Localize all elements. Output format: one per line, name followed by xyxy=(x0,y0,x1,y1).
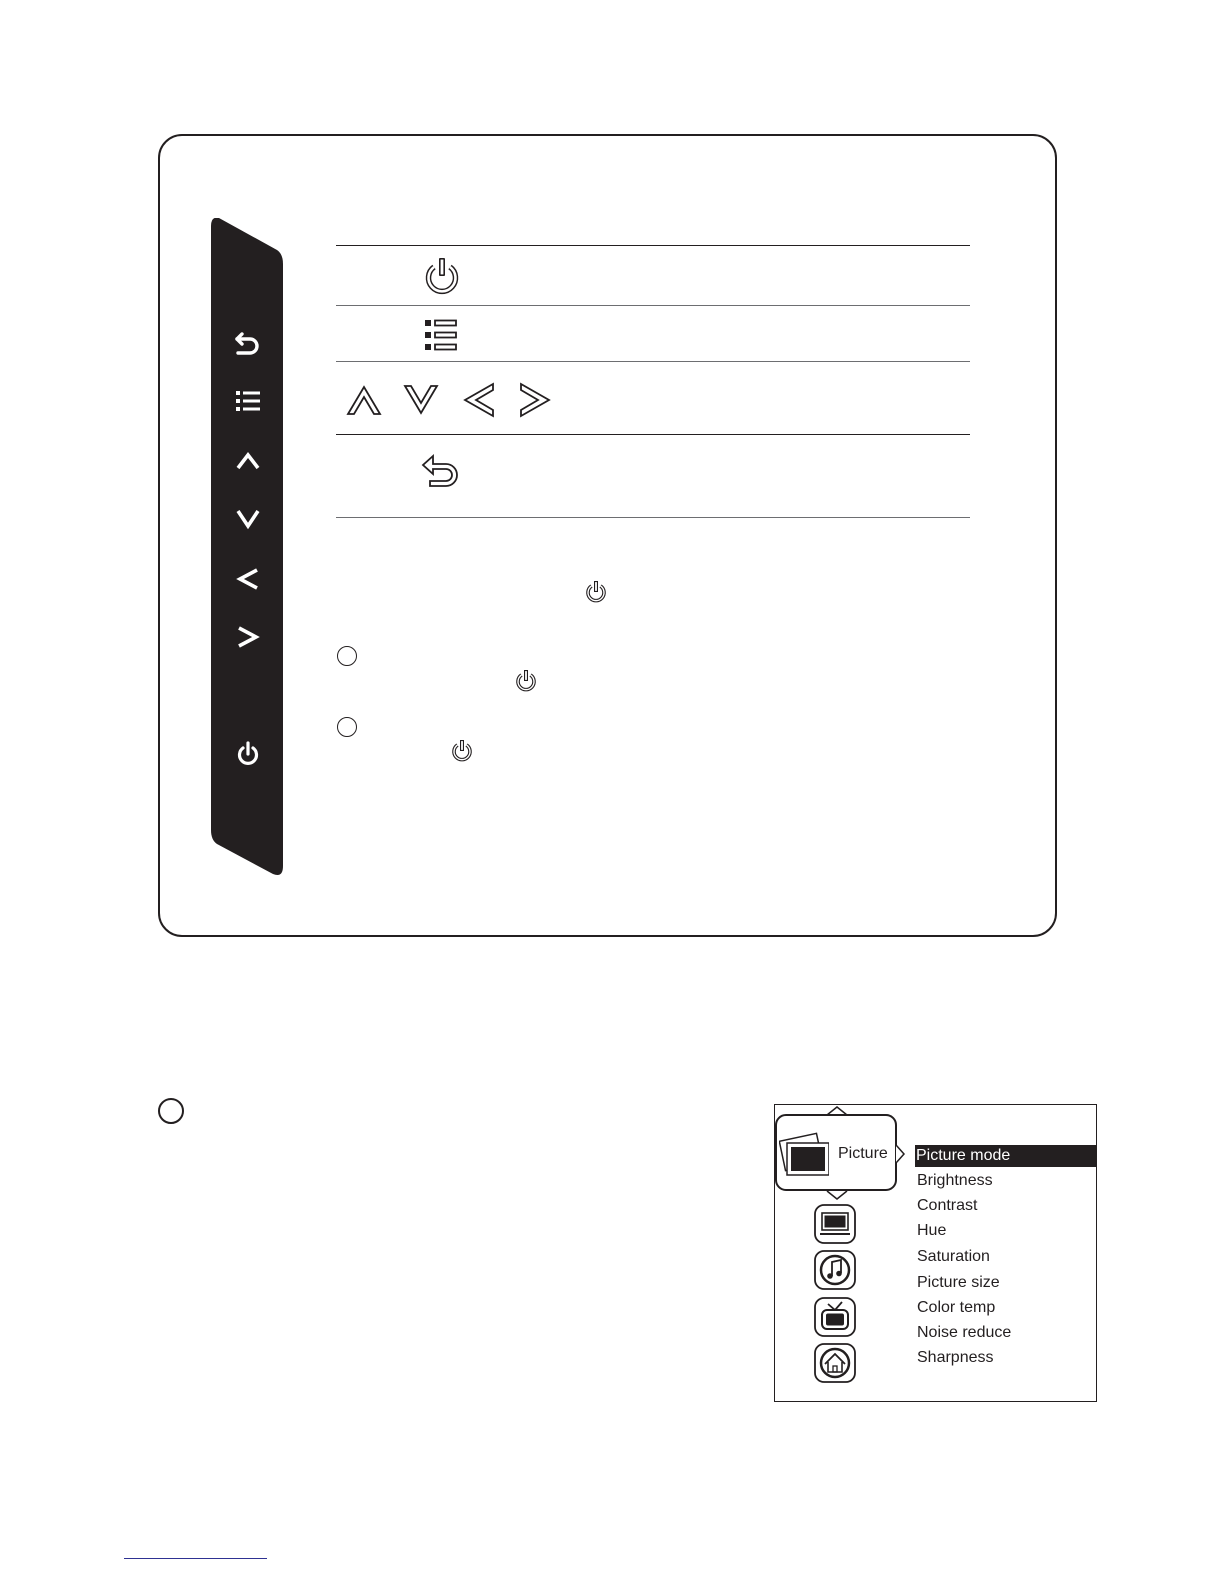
footer-link-underline[interactable] xyxy=(124,1558,267,1559)
monitor-icon[interactable] xyxy=(813,1203,857,1245)
picture-icon[interactable] xyxy=(779,1131,829,1177)
table-rule xyxy=(336,305,970,306)
power-icon xyxy=(515,668,537,692)
step-marker xyxy=(337,717,357,737)
menu-list-icon[interactable] xyxy=(235,390,261,412)
home-icon[interactable] xyxy=(813,1342,857,1384)
return-icon[interactable] xyxy=(233,330,261,356)
down-arrow-icon xyxy=(403,383,439,417)
control-table xyxy=(336,245,970,518)
osd-menu-item-hue[interactable]: Hue xyxy=(917,1222,947,1239)
power-icon xyxy=(585,579,607,603)
osd-menu-item-contrast[interactable]: Contrast xyxy=(917,1197,978,1214)
up-arrow-icon[interactable] xyxy=(235,451,261,471)
table-rule xyxy=(336,361,970,362)
osd-menu-item-picture-mode[interactable]: Picture mode xyxy=(915,1145,1097,1167)
right-arrow-icon xyxy=(518,382,552,418)
tv-icon[interactable] xyxy=(813,1296,857,1338)
return-icon xyxy=(420,453,460,489)
osd-menu-item-noise-reduce[interactable]: Noise reduce xyxy=(917,1324,1012,1341)
up-arrow-icon xyxy=(346,383,382,417)
menu-list-icon xyxy=(424,319,458,351)
osd-menu xyxy=(774,1104,1097,1402)
music-note-icon[interactable] xyxy=(813,1249,857,1291)
down-arrow-icon[interactable] xyxy=(235,508,261,530)
step-marker xyxy=(337,646,357,666)
table-rule xyxy=(336,517,970,518)
power-icon xyxy=(451,738,473,762)
power-icon[interactable] xyxy=(235,740,261,768)
left-arrow-icon[interactable] xyxy=(235,566,261,592)
power-icon xyxy=(424,255,460,295)
osd-menu-item-sharpness[interactable]: Sharpness xyxy=(917,1349,994,1366)
osd-menu-item-picture-size[interactable]: Picture size xyxy=(917,1274,1000,1291)
left-arrow-icon xyxy=(462,382,496,418)
osd-menu-item-brightness[interactable]: Brightness xyxy=(917,1172,993,1189)
table-rule xyxy=(336,434,970,435)
osd-menu-item-color-temp[interactable]: Color temp xyxy=(917,1299,996,1316)
osd-menu-item-saturation[interactable]: Saturation xyxy=(917,1248,990,1265)
table-rule xyxy=(336,245,970,246)
osd-category-label: Picture xyxy=(838,1145,888,1162)
step-marker xyxy=(158,1098,184,1124)
right-arrow-icon[interactable] xyxy=(235,624,261,650)
side-control-strip xyxy=(211,218,285,878)
